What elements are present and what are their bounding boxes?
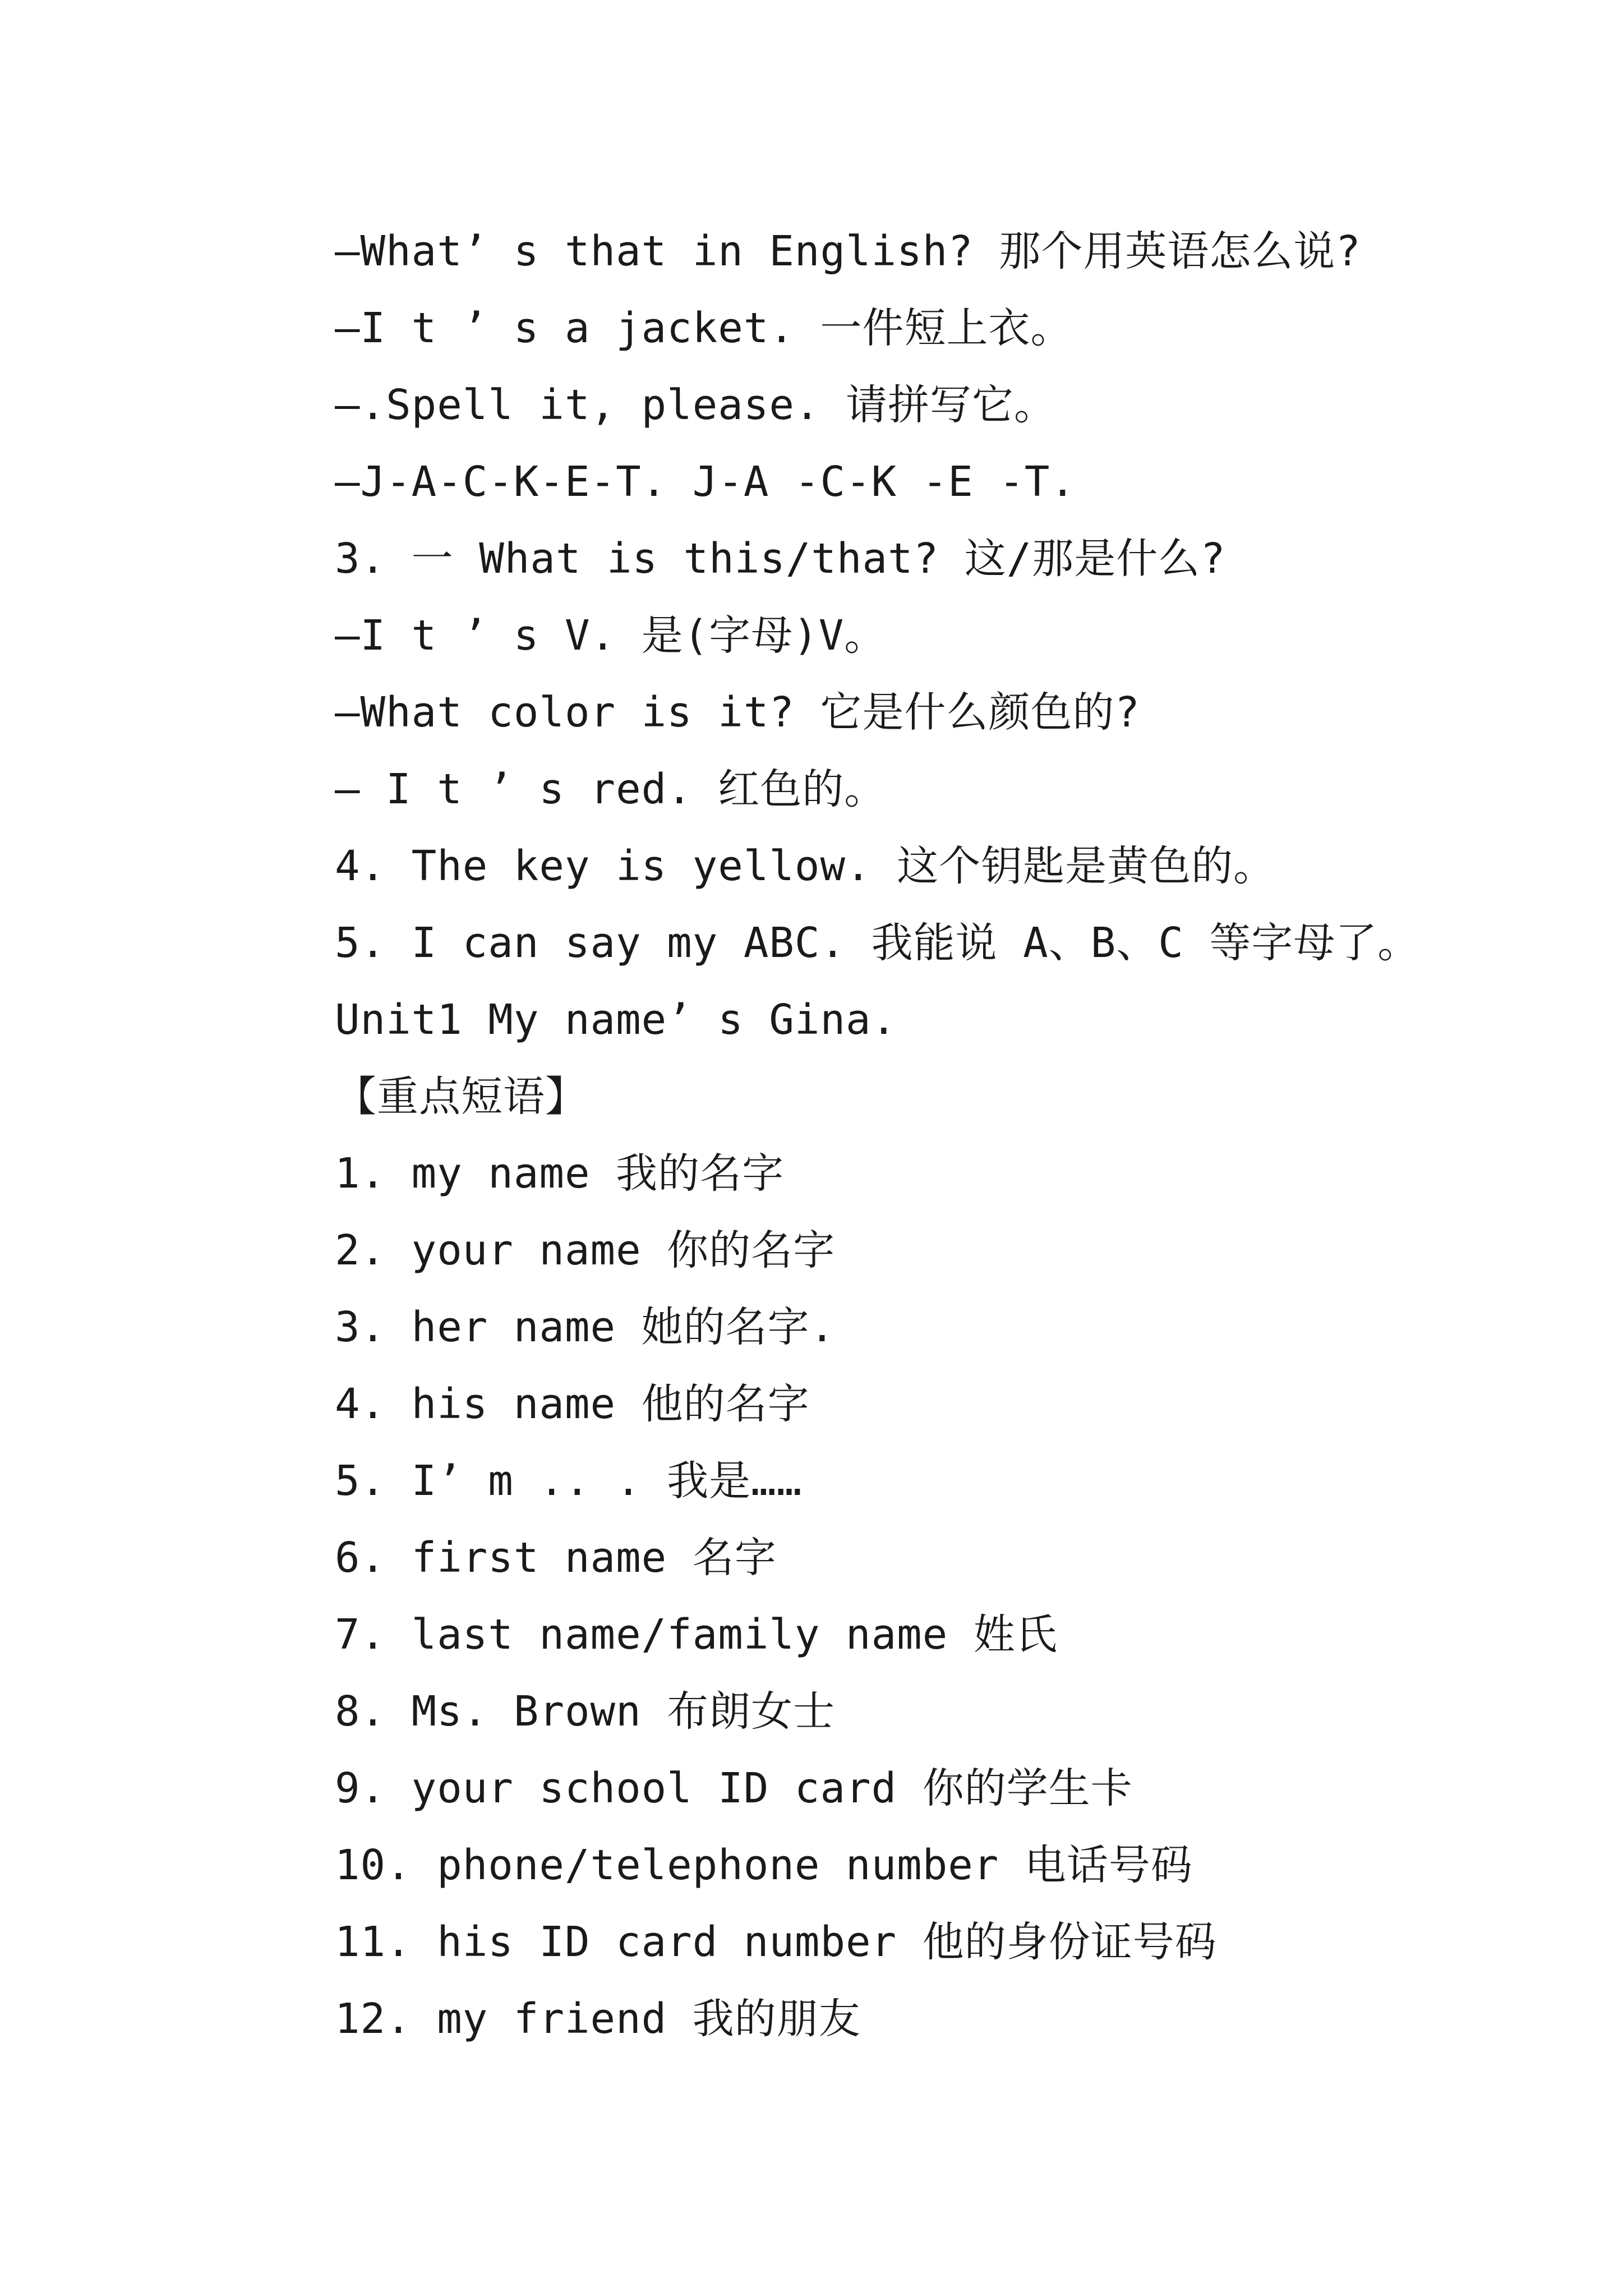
section-heading: 【重点短语】 (335, 1073, 587, 1121)
phrase-item: 9. your school ID card 你的学生卡 (335, 1764, 1133, 1812)
phrase-item: 12. my friend 我的朋友 (335, 1995, 861, 2043)
numbered-line: 4. The key is yellow. 这个钥匙是黄色的。 (335, 842, 1276, 890)
phrase-item: 2. your name 你的名字 (335, 1226, 836, 1274)
dialogue-line: —What color is it? 它是什么颜色的? (335, 688, 1141, 737)
phrase-item: 3. her name 她的名字. (335, 1303, 836, 1351)
phrase-item: 8. Ms. Brown 布朗女士 (335, 1687, 836, 1736)
dialogue-line: —I t ’ s V. 是(字母)V。 (335, 611, 887, 660)
phrase-item: 11. his ID card number 他的身份证号码 (335, 1918, 1217, 1966)
phrase-item: 1. my name 我的名字 (335, 1149, 785, 1198)
unit-heading: Unit1 My name’ s Gina. (335, 996, 897, 1044)
document-body (335, 213, 1569, 2058)
numbered-line: 3. 一 What is this/that? 这/那是什么? (335, 535, 1226, 583)
dialogue-line: —.Spell it, please. 请拼写它。 (335, 381, 1057, 429)
dialogue-line: — I t ’ s red. 红色的。 (335, 765, 887, 813)
numbered-line: 5. I can say my ABC. 我能说 A、B、C 等字母了。 (335, 919, 1420, 967)
phrase-item: 10. phone/telephone number 电话号码 (335, 1841, 1193, 1889)
phrase-item: 5. I’ m .. . 我是…… (335, 1457, 803, 1505)
phrase-item: 6. first name 名字 (335, 1534, 777, 1582)
dialogue-line: —What’ s that in English? 那个用英语怎么说? (335, 227, 1361, 275)
phrase-item: 7. last name/family name 姓氏 (335, 1611, 1058, 1659)
phrase-item: 4. his name 他的名字 (335, 1380, 810, 1428)
dialogue-line: —J-A-C-K-E-T. J-A -C-K -E -T. (335, 458, 1076, 506)
dialogue-line: —I t ’ s a jacket. 一件短上衣。 (335, 304, 1073, 352)
